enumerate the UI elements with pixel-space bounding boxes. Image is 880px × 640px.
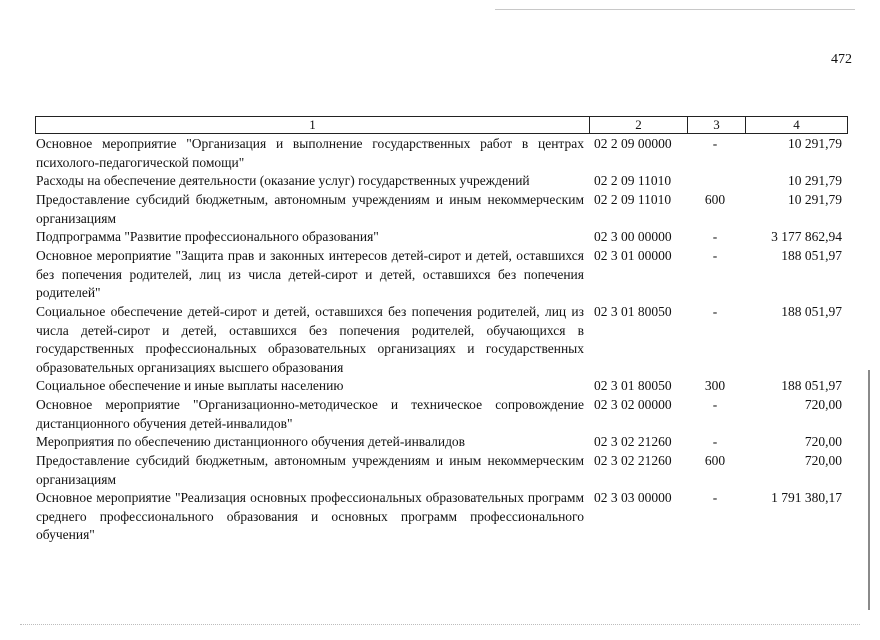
row-code: 02 3 02 21260 [594, 453, 672, 468]
row-amount: 3 177 862,94 [771, 229, 842, 244]
row-name: Предоставление субсидий бюджетным, автономным учреждениям и иным некоммерческим организациям [36, 453, 584, 487]
row-code: 02 2 09 00000 [594, 136, 672, 151]
row-type: - [712, 248, 718, 263]
row-type: 600 [704, 192, 726, 207]
scan-artifact-top [495, 9, 855, 10]
row-amount: 1 791 380,17 [771, 490, 842, 505]
row-name: Предоставление субсидий бюджетным, автономным учреждениям и иным некоммерческим организациям [36, 192, 584, 226]
row-type: - [712, 397, 718, 412]
row-name: Расходы на обеспечение деятельности (оказание услуг) государственных учреждений [36, 173, 530, 188]
row-type: - [712, 490, 718, 505]
row-amount: 720,00 [804, 453, 842, 468]
row-type: 300 [704, 378, 726, 393]
row-amount: 188 051,97 [781, 304, 842, 319]
row-amount: 10 291,79 [788, 173, 842, 188]
row-code: 02 2 09 11010 [594, 173, 672, 188]
row-code: 02 2 09 11010 [594, 192, 672, 207]
row-amount: 10 291,79 [788, 136, 842, 151]
row-type: - [712, 229, 718, 244]
row-amount: 188 051,97 [781, 248, 842, 263]
row-amount: 188 051,97 [781, 378, 842, 393]
row-name: Основное мероприятие "Реализация основных профессиональных образовательных программ среднего профессионального образования и основных программ профессионального обучения" [36, 490, 584, 542]
row-type: - [712, 434, 718, 449]
header-col-1: 1 [309, 117, 316, 132]
row-amount: 10 291,79 [788, 192, 842, 207]
row-code: 02 3 00 00000 [594, 229, 672, 244]
header-col-2: 2 [589, 117, 687, 133]
row-code: 02 3 02 00000 [594, 397, 672, 412]
page-number: 472 [831, 52, 852, 67]
row-amount: 720,00 [804, 434, 842, 449]
row-name: Подпрограмма "Развитие профессионального образования" [36, 229, 379, 244]
scan-artifact-right [868, 370, 870, 610]
row-code: 02 3 02 21260 [594, 434, 672, 449]
row-code: 02 3 03 00000 [594, 490, 672, 505]
row-name: Социальное обеспечение и иные выплаты населению [36, 378, 344, 393]
row-type: - [712, 136, 718, 151]
header-col-3: 3 [687, 117, 745, 133]
table-header [35, 116, 848, 134]
row-name: Мероприятия по обеспечению дистанционного обучения детей-инвалидов [36, 434, 466, 449]
row-code: 02 3 01 80050 [594, 304, 672, 319]
header-col-4: 4 [745, 117, 847, 133]
row-name: Основное мероприятие "Организационно-методическое и техническое сопровождение дистанционного обучения детей-инвалидов" [36, 397, 584, 431]
row-name: Социальное обеспечение детей-сирот и детей, оставшихся без попечения родителей, лиц из числа детей-сирот и детей, оставшихся без попечения родителей, обучающихся в государственных профессиональных образовательных организациях и государственных образовательных организациях высшего образования [36, 304, 584, 375]
row-name: Основное мероприятие "Защита прав и законных интересов детей-сирот и детей, оставшихся без попечения родителей, лиц из числа детей-сирот и детей, оставшихся без попечения родителей" [36, 248, 584, 300]
row-code: 02 3 01 80050 [594, 378, 672, 393]
row-type: 600 [704, 453, 726, 468]
scan-artifact-bottom [20, 624, 860, 625]
row-code: 02 3 01 00000 [594, 248, 672, 263]
row-name: Основное мероприятие "Организация и выполнение государственных работ в центрах психолого-педагогической помощи" [36, 136, 584, 170]
row-amount: 720,00 [804, 397, 842, 412]
row-type: - [712, 304, 718, 319]
